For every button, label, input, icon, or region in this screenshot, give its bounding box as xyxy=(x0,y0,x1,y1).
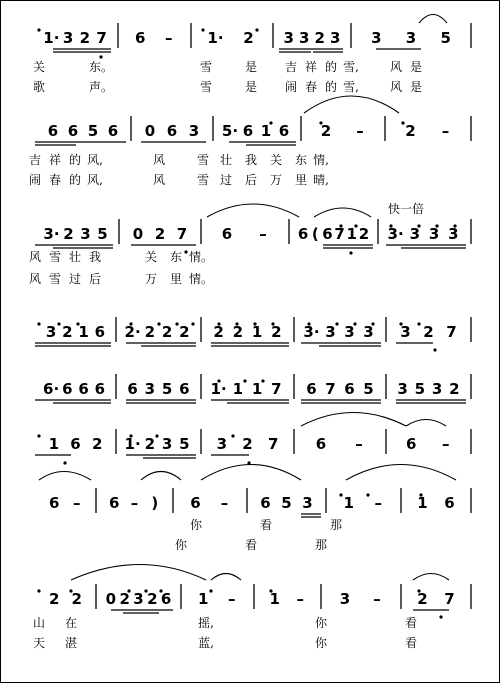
lyric-syllable: 是 xyxy=(409,80,423,94)
lyric-syllable: 祥 xyxy=(48,153,62,167)
note: 2 xyxy=(232,323,244,341)
lyric-syllable: 过 xyxy=(68,272,82,286)
lyric-syllable: 雪 xyxy=(48,250,62,264)
note: 6 xyxy=(70,435,81,453)
note: 5 xyxy=(97,225,108,243)
lyric-syllable: 万 xyxy=(269,173,283,187)
note: 1 xyxy=(343,494,354,512)
note: 3 xyxy=(363,323,374,341)
note: – xyxy=(130,494,139,512)
note: ( xyxy=(311,225,319,243)
lyric-syllable: 情, xyxy=(313,153,329,167)
note: 7 xyxy=(446,323,457,341)
note: 3 xyxy=(339,590,351,608)
lyric-syllable: 万 xyxy=(144,272,158,286)
note: – xyxy=(355,435,363,453)
note: – xyxy=(374,494,382,512)
note: 6 xyxy=(160,590,172,608)
notes-and-lyrics xyxy=(29,29,460,650)
note: 5 xyxy=(363,380,374,398)
note: 3 xyxy=(302,494,313,512)
lyric-syllable: 风 xyxy=(389,60,403,74)
lyric-syllable: 祥 xyxy=(304,60,318,74)
note: 6 xyxy=(242,122,254,140)
lyric-syllable: 你 xyxy=(314,636,328,650)
note: 2 xyxy=(320,122,332,140)
lyric-syllable: 风, xyxy=(87,153,103,167)
tempo-marking: 快一倍 xyxy=(387,202,425,216)
lyric-syllable: 后 xyxy=(88,272,102,286)
note: 2 xyxy=(91,435,103,453)
note: 3 xyxy=(45,323,57,341)
note: 2 xyxy=(161,323,173,341)
note: ) xyxy=(151,494,159,512)
lyric-syllable: 是 xyxy=(244,80,258,94)
lyric-syllable: 吉 xyxy=(28,153,42,167)
note: 1· xyxy=(207,29,224,47)
lyric-syllable: 晴, xyxy=(313,173,329,187)
note: – xyxy=(441,122,450,140)
note: 3 xyxy=(371,29,382,47)
note: – xyxy=(442,435,450,453)
note: 6 xyxy=(62,380,73,398)
note: 3 xyxy=(62,29,74,47)
note: 1 xyxy=(269,590,280,608)
lyric-syllable: 的 xyxy=(324,80,338,94)
note: 6 xyxy=(127,380,138,398)
note: – xyxy=(228,590,236,608)
note: 6 xyxy=(444,494,455,512)
note: 3· xyxy=(43,225,60,243)
note: 3 xyxy=(133,590,144,608)
lyric-syllable: 雪 xyxy=(199,80,213,94)
note: 1· xyxy=(43,29,60,47)
lyric-syllable: 看 xyxy=(244,538,258,552)
lyric-syllable: 风 xyxy=(152,173,166,187)
lyric-syllable: 的 xyxy=(68,153,82,167)
note: 6 xyxy=(260,494,271,512)
note: 2 xyxy=(144,323,156,341)
lyric-syllable: 关 xyxy=(144,250,158,264)
note: 2 xyxy=(242,435,253,453)
note: 7 xyxy=(176,225,188,243)
note: 3 xyxy=(400,323,411,341)
lyric-syllable: 壮 xyxy=(219,153,233,167)
lyric-syllable: 的 xyxy=(68,173,82,187)
note: 6 xyxy=(108,494,120,512)
note: 2 xyxy=(417,590,428,608)
lyric-syllable: 东。 xyxy=(88,60,114,74)
note: 6 xyxy=(322,225,333,243)
note: 3 xyxy=(161,435,173,453)
lyric-syllable: 里 xyxy=(294,173,308,187)
lyric-syllable: 湛 xyxy=(64,636,78,650)
lyric-syllable: 吉 xyxy=(284,60,298,74)
lyric-syllable: 雪 xyxy=(196,153,210,167)
note: 6 xyxy=(179,380,190,398)
lyric-syllable: 后 xyxy=(244,173,258,187)
lyric-syllable: 摇, xyxy=(198,616,214,630)
note: – xyxy=(296,590,304,608)
lyric-syllable: 天 xyxy=(32,636,46,650)
note: 3 xyxy=(409,225,421,243)
note: 5 xyxy=(281,494,292,512)
lyric-syllable: 我 xyxy=(244,153,258,167)
note: 2· xyxy=(124,323,141,341)
note: 6 xyxy=(190,494,201,512)
lyric-syllable: 东 xyxy=(169,250,183,264)
note: 5· xyxy=(221,122,239,140)
note: 2 xyxy=(49,590,60,608)
lyric-syllable: 春 xyxy=(48,173,62,187)
note: 3 xyxy=(299,29,310,47)
lyric-syllable: 过 xyxy=(219,173,233,187)
lyric-syllable: 风 xyxy=(28,272,42,286)
note: 1· xyxy=(210,380,227,398)
note: 3 xyxy=(448,225,459,243)
note: 1 xyxy=(251,323,263,341)
note: 2 xyxy=(243,29,254,47)
note: 5 xyxy=(161,380,173,398)
note: 2 xyxy=(358,225,370,243)
lyric-syllable: 雪 xyxy=(196,173,210,187)
note: 6 xyxy=(221,225,233,243)
lyric-syllable: 你 xyxy=(174,538,188,552)
lyric-syllable: 那 xyxy=(314,538,328,552)
note: 1 xyxy=(346,225,357,243)
note: 1 xyxy=(260,122,272,140)
note: 6 xyxy=(135,29,146,47)
note: 7 xyxy=(271,380,282,398)
lyric-syllable: 雪, xyxy=(343,60,359,74)
note: 0 xyxy=(144,122,156,140)
note: 3 xyxy=(216,435,228,453)
note: 2 xyxy=(62,323,73,341)
note: 6 xyxy=(107,122,119,140)
lyric-syllable: 情。 xyxy=(188,272,214,286)
note: 5 xyxy=(87,122,99,140)
note: 2 xyxy=(449,380,460,398)
note: 2 xyxy=(154,225,166,243)
note: 1· xyxy=(124,435,141,453)
note: 3 xyxy=(188,122,200,140)
note: 2 xyxy=(213,323,224,341)
note: 3 xyxy=(431,380,443,398)
barlines xyxy=(96,23,471,609)
note: 5 xyxy=(440,29,451,47)
note: 3 xyxy=(405,29,417,47)
note: 3· xyxy=(387,225,404,243)
note: 6 xyxy=(47,122,59,140)
note: 7 xyxy=(334,225,345,243)
note: 0 xyxy=(132,225,144,243)
lyric-syllable: 看 xyxy=(259,518,273,532)
note: 3 xyxy=(80,225,91,243)
note: 2 xyxy=(71,590,82,608)
note: 3 xyxy=(283,29,294,47)
lyric-syllable: 雪 xyxy=(199,60,213,74)
lyric-syllable: 壮 xyxy=(68,250,82,264)
lyric-syllable: 那 xyxy=(329,518,343,532)
note: 1 xyxy=(198,590,209,608)
lyric-syllable: 我 xyxy=(88,250,102,264)
lyric-syllable: 风, xyxy=(87,173,103,187)
note: 7 xyxy=(267,435,279,453)
lyric-syllable: 声。 xyxy=(88,80,114,94)
note: – xyxy=(259,225,267,243)
note: – xyxy=(165,29,173,47)
lyric-syllable: 闹 xyxy=(284,80,298,94)
lyric-syllable: 你 xyxy=(314,616,328,630)
note: 5 xyxy=(414,380,426,398)
note: 6 xyxy=(166,122,178,140)
note: 7 xyxy=(325,380,336,398)
lyric-syllable: 风 xyxy=(152,153,166,167)
note: 3· xyxy=(303,323,320,341)
note: 1 xyxy=(417,494,428,512)
note: 1 xyxy=(48,435,60,453)
lyric-syllable: 的 xyxy=(324,60,338,74)
lyric-syllable: 是 xyxy=(244,60,258,74)
note: 1 xyxy=(78,323,89,341)
note: 2 xyxy=(63,225,74,243)
note: 3 xyxy=(344,323,355,341)
lyric-syllable: 情。 xyxy=(188,250,214,264)
note: 5 xyxy=(179,435,190,453)
lyric-syllable: 春 xyxy=(304,80,318,94)
lyric-syllable: 山 xyxy=(32,616,46,630)
lyric-syllable: 东 xyxy=(294,153,308,167)
note: 6 xyxy=(67,122,79,140)
note: 3 xyxy=(330,29,341,47)
lyric-syllable: 闹 xyxy=(28,173,42,187)
note: 7 xyxy=(96,29,107,47)
note: 2 xyxy=(147,590,158,608)
note: 2 xyxy=(405,122,416,140)
note: 3 xyxy=(325,323,336,341)
note: – xyxy=(356,122,364,140)
note: 1 xyxy=(251,380,263,398)
note: 6 xyxy=(94,380,106,398)
note: 6 xyxy=(315,435,327,453)
lyric-syllable: 是 xyxy=(409,60,423,74)
lyric-syllable: 看 xyxy=(404,616,418,630)
lyric-syllable: 你 xyxy=(189,518,203,532)
lyric-syllable: 在 xyxy=(64,616,78,630)
note: 2 xyxy=(119,590,130,608)
note: 2 xyxy=(423,323,434,341)
note: 3 xyxy=(397,380,408,398)
lyric-syllable: 风 xyxy=(389,80,403,94)
note: 2 xyxy=(314,29,325,47)
note: – xyxy=(220,494,229,512)
note: 1 xyxy=(232,380,244,398)
note: 2 xyxy=(271,323,282,341)
note: 6· xyxy=(43,380,60,398)
note: 6 xyxy=(297,225,309,243)
note: 7 xyxy=(444,590,455,608)
numbered-musical-notation xyxy=(1,1,500,684)
note: 6 xyxy=(278,122,290,140)
note: 6 xyxy=(94,323,106,341)
lyric-syllable: 风 xyxy=(28,250,42,264)
lyric-syllable: 关 xyxy=(269,153,283,167)
note: – xyxy=(373,590,381,608)
note: 6 xyxy=(78,380,89,398)
lyric-syllable: 雪, xyxy=(343,80,359,94)
lyric-syllable: 关 xyxy=(32,60,46,74)
lyric-syllable: 雪 xyxy=(48,272,62,286)
lyric-syllable: 歌 xyxy=(32,80,46,94)
note: 6 xyxy=(306,380,317,398)
lyric-syllable: 蓝, xyxy=(198,636,214,650)
note: 2 xyxy=(144,435,156,453)
note: 0 xyxy=(105,590,117,608)
lyric-syllable: 里 xyxy=(169,272,183,286)
note: 2 xyxy=(179,323,190,341)
note: 6 xyxy=(406,435,417,453)
lyric-syllable: 看 xyxy=(404,636,418,650)
note: 6 xyxy=(49,494,60,512)
note: – xyxy=(73,494,81,512)
note: 3 xyxy=(428,225,440,243)
note: 2 xyxy=(79,29,91,47)
note: 3 xyxy=(144,380,156,398)
note: 6 xyxy=(344,380,355,398)
